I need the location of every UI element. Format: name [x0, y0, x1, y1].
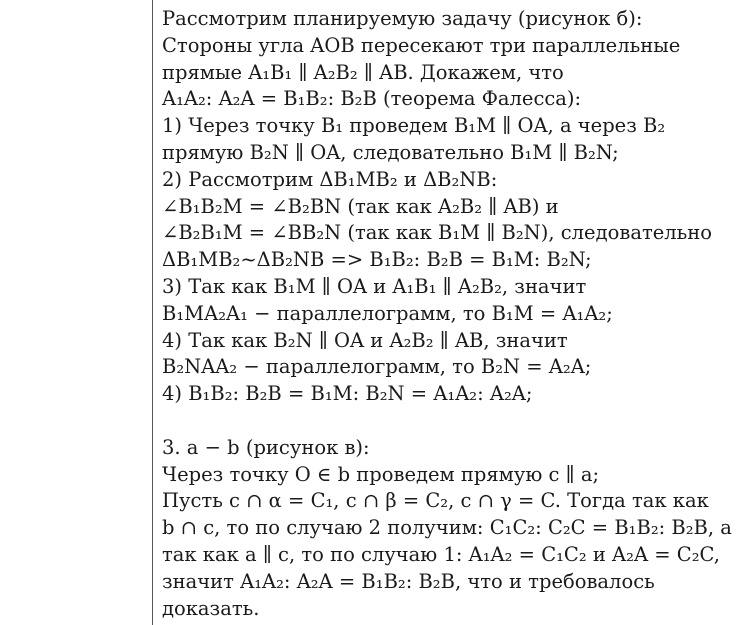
section-heading: 3. a − b (рисунок в):: [162, 435, 370, 459]
text-line: Рассмотрим планируемую задачу (рисунок б):: [162, 7, 643, 30]
text-line: ΔB₁MB₂~ΔB₂NB => B₁B₂: B₂B = B₁M: B₂N;: [162, 248, 592, 272]
text-line: B₁MA₂A₁ − параллелограмм, то B₁M = A₁A₂;: [162, 301, 613, 325]
text-line: Стороны угла AOB пересекают три параллельные: [162, 33, 681, 57]
text-line: 1) Через точку B₁ проведем B₁M ∥ OA, а через B₂: [162, 114, 666, 138]
text-line: B₂NAA₂ − параллелограмм, то B₂N = A₂A;: [162, 355, 592, 379]
text-line: 4) Так как B₂N ∥ OA и A₂B₂ ∥ AB, значит: [162, 328, 568, 352]
text-line: 2) Рассмотрим ΔB₁MB₂ и ΔB₂NB:: [162, 167, 498, 191]
text-line: 3) Так как B₁M ∥ OA и A₁B₁ ∥ A₂B₂, значит: [162, 274, 587, 298]
text-line: 4) B₁B₂: B₂B = B₁M: B₂N = A₁A₂: A₂A;: [162, 382, 533, 406]
text-line: значит A₁A₂: A₂A = B₁B₂: B₂B, что и требовалось: [162, 569, 655, 593]
blank-line: [162, 408, 740, 435]
text-line: A₁A₂: A₂A = B₁B₂: B₂B (теорема Фалесса):: [162, 87, 582, 111]
text-line: прямую B₂N ∥ OA, следовательно B₁M ∥ B₂N;: [162, 140, 619, 164]
text-line: Пусть c ∩ α = C₁, c ∩ β = C₂, c ∩ γ = C. Тогда так как: [162, 489, 709, 513]
text-line: прямые A₁B₁ ∥ A₂B₂ ∥ AB. Докажем, что: [162, 60, 564, 84]
text-line: Через точку O ∈ b проведем прямую c ∥ a;: [162, 462, 600, 486]
text-line: ∠B₂B₁M = ∠BB₂N (так как B₁M ∥ B₂N), следовательно: [162, 221, 713, 245]
text-line: b ∩ c, то по случаю 2 получим: C₁C₂: C₂C = B₁B₂: B₂B, а: [162, 516, 732, 540]
text-line: доказать.: [162, 596, 260, 620]
text-line: ∠B₁B₂M = ∠B₂BN (так как A₂B₂ ∥ AB) и: [162, 194, 559, 218]
text-line: так как a ∥ c, то по случаю 1: A₁A₂ = C₁C₂ и A₂A = C₂C,: [162, 542, 720, 566]
page-left-border: [152, 0, 153, 625]
proof-text-block: [162, 6, 740, 622]
